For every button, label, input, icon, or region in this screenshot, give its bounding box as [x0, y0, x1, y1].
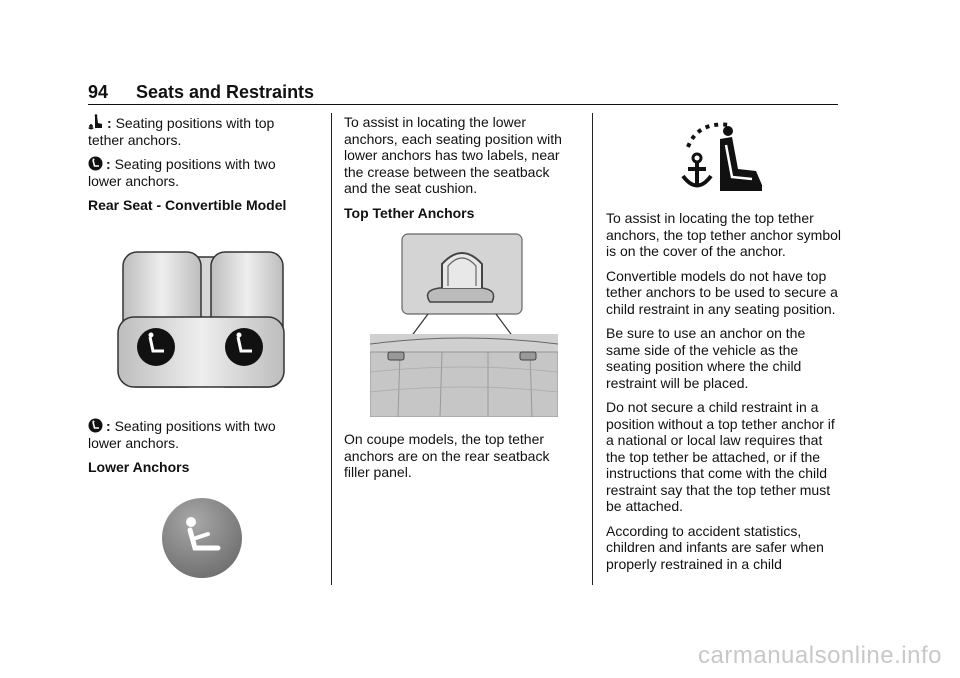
legend-colon: :	[107, 115, 112, 131]
rear-seat-convertible-illustration	[116, 247, 288, 390]
body-paragraph: According to accident statistics, children and infants are safer when properly restrained in a child	[606, 522, 824, 572]
lower-anchor-label-right	[225, 328, 263, 366]
body-paragraph: Be sure to use an anchor on the same side of the vehicle as the seating position where the child restraint will be placed.	[606, 325, 806, 391]
section-title: Seats and Restraints	[136, 82, 315, 102]
legend-text: Seating positions with two lower anchors.	[88, 418, 276, 451]
lower-anchor-symbol-icon	[88, 418, 103, 433]
body-paragraph: To assist in locating the top tether anchors, the top tether anchor symbol is on the cover of the anchor.	[606, 210, 842, 259]
body-paragraph: To assist in locating the lower anchors, each seating position with lower anchors has two labels, near the crease between the seatback and the seat cushion.	[344, 114, 562, 196]
lower-anchor-label-left	[137, 328, 175, 366]
column-2-lower	[344, 431, 576, 489]
lower-anchor-legend	[88, 156, 293, 189]
lower-anchor-symbol-large-icon	[160, 496, 244, 580]
body-paragraph: On coupe models, the top tether anchors are on the rear seatback filler panel.	[344, 431, 550, 480]
column-1	[88, 114, 293, 222]
page-header	[88, 82, 838, 105]
column-2	[344, 114, 576, 229]
top-tether-legend	[88, 114, 293, 148]
column-3	[606, 210, 842, 580]
page-number: 94	[88, 82, 109, 102]
lower-anchors-heading: Lower Anchors	[88, 459, 190, 475]
legend-colon: :	[106, 418, 111, 434]
legend-text: Seating positions with two lower anchors.	[88, 156, 276, 189]
body-paragraph: Do not secure a child restraint in a position without a top tether anchor if a national or local law requires that the top tether be attached, or if the instructions that come with the child restraint say that the top tether must be attached.	[606, 399, 835, 514]
body-paragraph: Convertible models do not have top tether anchors to be used to secure a child restraint in any seating position.	[606, 267, 838, 317]
legend-text: Seating positions with top tether anchors.	[88, 115, 275, 148]
top-tether-anchor-illustration	[370, 232, 558, 417]
rear-seat-heading: Rear Seat - Convertible Model	[88, 197, 287, 213]
column-divider	[331, 113, 332, 585]
watermark: carmanualsonline.info	[698, 642, 942, 669]
legend-colon: :	[106, 156, 111, 172]
column-divider	[592, 113, 593, 585]
lower-anchor-symbol-icon	[88, 156, 103, 171]
column-1-lower	[88, 418, 293, 484]
top-tether-symbol-icon	[88, 114, 104, 130]
lower-anchor-legend	[88, 418, 293, 451]
top-tether-anchors-heading: Top Tether Anchors	[344, 204, 475, 221]
top-tether-anchor-symbol-icon	[680, 121, 766, 193]
